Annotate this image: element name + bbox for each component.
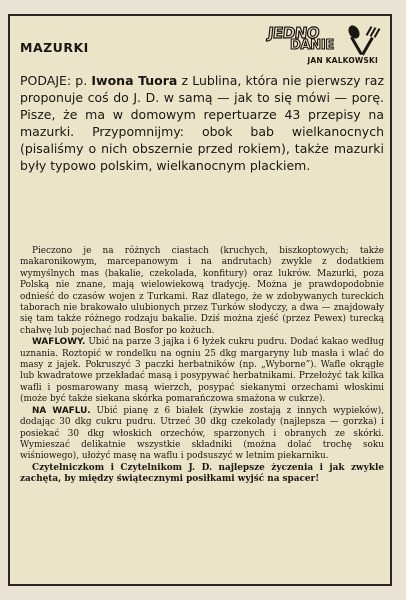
column-logo [264, 24, 382, 66]
article-body [20, 246, 384, 486]
lead-paragraph [20, 72, 384, 174]
lead-prefix: PODAJE: p. [20, 73, 92, 88]
article-frame [8, 14, 392, 586]
closing-wishes: Czytelniczkom i Czytelnikom J. D. najlepsze życzenia i jak zwykle zachęta, by między świątecznymi posiłkami wyjść na spacer! [20, 462, 384, 485]
spoon-fork-icon [342, 24, 382, 58]
article-header [10, 16, 390, 65]
lead-author-name: Iwona Tuora [91, 73, 178, 88]
recipe-na-waflu [20, 406, 384, 463]
lead-text: z Lublina, która nie pierwszy raz proponuje coś do J. D. w samą — jak to się mówi — porę. Pisze, że ma w domowym repertuarze 43 przepisy na mazurki. Przypomnijmy: obok bab wielkanocnych (pisaliśmy o nich obszernie przed rokiem), także mazurki były typowo polskim, wielkanocnym plackiem. [20, 73, 384, 173]
recipe-waflowy-text: Ubić na parze 3 jajka i 6 łyżek cukru pudru. Dodać kakao według uznania. Roztopić w rondelku na ogniu 25 dkg margaryny lub masła i wlać do masy z jajek. Pokruszyć 3 paczki herbatników (np. „Wyborne”). Wafle okrągłe lub kwadratowe przekładać masą i posypywać herbatnikami. Przełożyć tak kilka wafli i posmarowany masą wierzch, posypać siekanymi orzechami włoskimi (może być także siekana skórka pomarańczowa smażona w cukrze). [20, 337, 384, 405]
recipe-na-waflu-text: Ubić pianę z 6 białek (żywkie zostają z innych wypieków), dodając 30 dkg cukru pudru. Utrzeć 30 dkg czekolady (najlepsza — gorzka) i posiekać 30 dkg włoskich orzechów, sparzonych i obranych ze skórki. Wymieszać delikatnie wszystkie składniki (można dolać trochę soku wiśniowego), ułożyć masę na waflu i podsuszyć w letnim piekarniku. [20, 405, 385, 462]
recipe-waflowy-label: WAFLOWY. [32, 337, 86, 348]
article-title: MAZURKI [20, 40, 89, 55]
column-author: JAN KALKOWSKI [307, 56, 378, 65]
logo-line-1: JEDNO [267, 24, 321, 42]
logo-line-2: DANIE [290, 38, 334, 53]
history-paragraph: Pieczono je na różnych ciastach (kruchych, biszkoptowych; także makaronikowym, marcepanowym i na andrutach) zwykle z dodatkiem wymyślnych mas (bakalie, czekolada, konfitury) oraz lukrów. Mazurki, poza Polską nie znane, mają wielowiekową tradycję. Można je prawdopodobnie odnieść do czasów wojen z Turkami. Raz dlatego, że w zdobywanych tureckich taborach nie brakowało ulubionych przez Turków słodyczy, a dwa — znajdowały się tam także różnego rodzaju bakalie. Dziś można zjeść (przez Pewex) turecką chałwę lub pojechać nad Bosfor po kożuch. [20, 246, 384, 336]
recipe-waflowy [20, 337, 384, 405]
recipe-na-waflu-label: NA WAFLU. [32, 405, 91, 416]
